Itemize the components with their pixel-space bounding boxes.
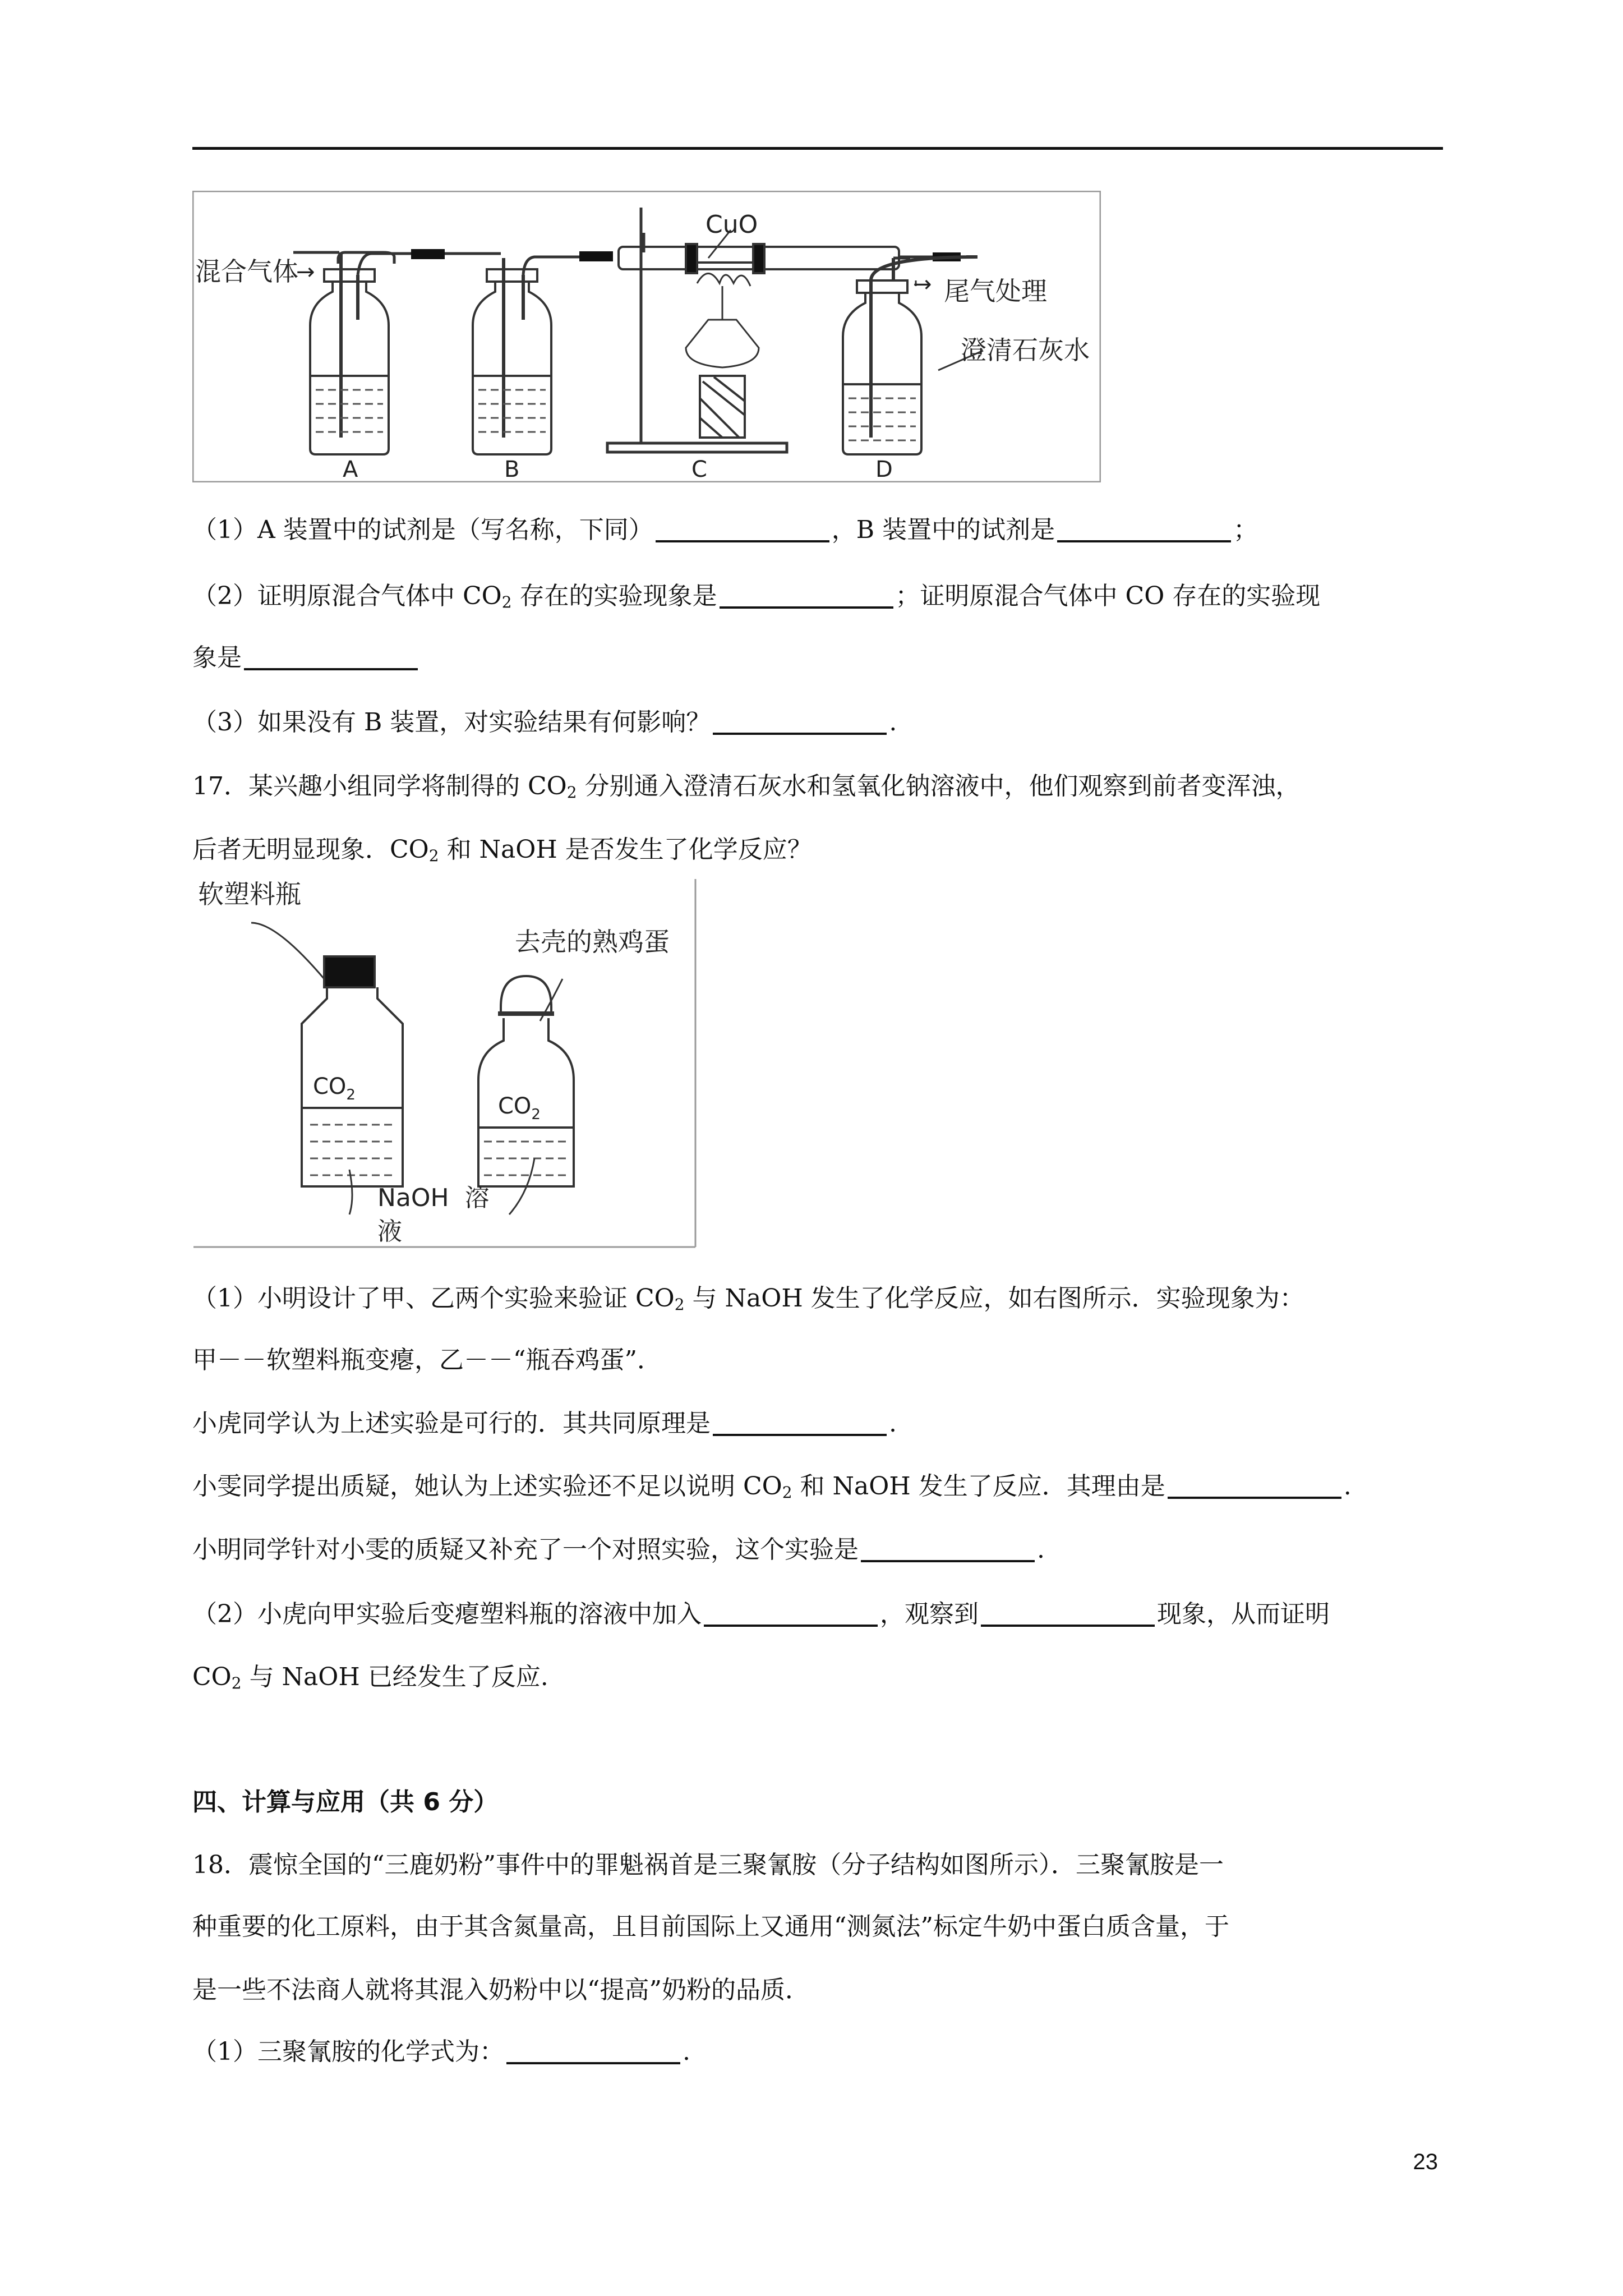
label-limewater: 澄清石灰水 bbox=[961, 335, 1090, 365]
label-a: A bbox=[343, 457, 358, 482]
label-co2-bottle: $CO_2$ bbox=[313, 1074, 356, 1103]
label-b: B bbox=[504, 457, 520, 482]
answer-blank[interactable] bbox=[704, 1600, 878, 1627]
label-cuo: CuO bbox=[706, 210, 758, 239]
label-egg: 去壳的熟鸡蛋 bbox=[515, 927, 670, 957]
q18-s1: （1）三聚氰胺的化学式为： . bbox=[192, 2037, 690, 2066]
label-d: D bbox=[875, 457, 893, 482]
q17-intro-2: 后者无明显现象．$CO_2$ 和 NaOH 是否发生了化学反应？ bbox=[192, 835, 812, 865]
answer-blank[interactable] bbox=[1057, 516, 1231, 542]
q17-s1-line4: 小雯同学提出质疑，她认为上述实验还不足以说明 $CO_2$ 和 NaOH 发生了反应．其理由是 . bbox=[192, 1472, 1352, 1502]
answer-blank[interactable] bbox=[244, 643, 418, 670]
label-naoh: NaOH 溶 bbox=[377, 1184, 490, 1212]
label-co2-flask: $CO_2$ bbox=[498, 1093, 541, 1123]
q17-s2-line1: （2）小虎向甲实验后变瘪塑料瓶的溶液中加入 ，观察到 现象，从而证明 bbox=[192, 1600, 1330, 1628]
bottle-a bbox=[310, 252, 389, 454]
q18-line2: 种重要的化工原料，由于其含氮量高，且目前国际上又通用“测氮法”标定牛奶中蛋白质含量，于 bbox=[192, 1912, 1229, 1941]
answer-blank[interactable] bbox=[713, 1409, 887, 1436]
co2-naoh-figure bbox=[192, 878, 697, 1248]
answer-blank[interactable] bbox=[861, 1535, 1035, 1562]
answer-blank[interactable] bbox=[720, 582, 893, 609]
label-soft-bottle: 软塑料瓶 bbox=[198, 879, 301, 909]
gas-apparatus-figure bbox=[192, 191, 1101, 482]
q17-s1-line2: 甲－－软塑料瓶变瘪，乙－－“瓶吞鸡蛋”． bbox=[192, 1346, 662, 1374]
q16-part1: （1）A 装置中的试剂是（写名称，下同） ，B 装置中的试剂是 ； bbox=[192, 516, 1258, 544]
q16-part2-cont: 象是 bbox=[192, 641, 420, 675]
bottle-b bbox=[473, 258, 551, 454]
page-number: 23 bbox=[1413, 2150, 1438, 2174]
answer-blank[interactable] bbox=[1168, 1472, 1341, 1499]
q16-part3: （3）如果没有 B 装置，对实验结果有何影响？ . bbox=[192, 708, 897, 737]
section-heading: 四、计算与应用（共 6 分） bbox=[192, 1788, 499, 1816]
arrow-out: → bbox=[913, 272, 932, 297]
label-c: C bbox=[691, 457, 707, 482]
soft-plastic-bottle bbox=[302, 956, 403, 1186]
answer-blank[interactable] bbox=[981, 1600, 1155, 1627]
label-liquid: 液 bbox=[377, 1217, 402, 1246]
label-mixed-gas: 混合气体 bbox=[195, 256, 298, 287]
q17-s1-line1: （1）小明设计了甲、乙两个实验来验证 $CO_2$ 与 NaOH 发生了化学反应，如右图所示．实验现象为： bbox=[192, 1284, 1304, 1314]
q17-s2-line2: $CO_2$ 与 NaOH 已经发生了反应. bbox=[192, 1663, 548, 1692]
egg-flask bbox=[478, 976, 574, 1186]
header-rule bbox=[192, 147, 1443, 150]
q18-line1: 18．震惊全国的“三鹿奶粉”事件中的罪魁祸首是三聚氰胺（分子结构如图所示）．三聚氰胺是一 bbox=[192, 1851, 1224, 1879]
answer-blank[interactable] bbox=[713, 708, 887, 735]
arrow-in: → bbox=[296, 259, 315, 285]
q17-s1-line3: 小虎同学认为上述实验是可行的．其共同原理是 . bbox=[192, 1409, 897, 1438]
q16-part2: （2）证明原混合气体中 $CO_2$ 存在的实验现象是 ；证明原混合气体中 CO 存在的实验现 bbox=[192, 582, 1321, 611]
answer-blank[interactable] bbox=[506, 2037, 680, 2064]
q18-line3: 是一些不法商人就将其混入奶粉中以“提高”奶粉的品质． bbox=[192, 1976, 810, 2004]
q17-intro-1: 17．某兴趣小组同学将制得的 $CO_2$ 分别通入澄清石灰水和氢氧化钠溶液中，他们观察到前者变浑浊， bbox=[192, 772, 1301, 802]
answer-blank[interactable] bbox=[656, 516, 829, 542]
label-exhaust: 尾气处理 bbox=[944, 276, 1047, 306]
q17-s1-line5: 小明同学针对小雯的质疑又补充了一个对照实验，这个实验是 . bbox=[192, 1535, 1045, 1564]
